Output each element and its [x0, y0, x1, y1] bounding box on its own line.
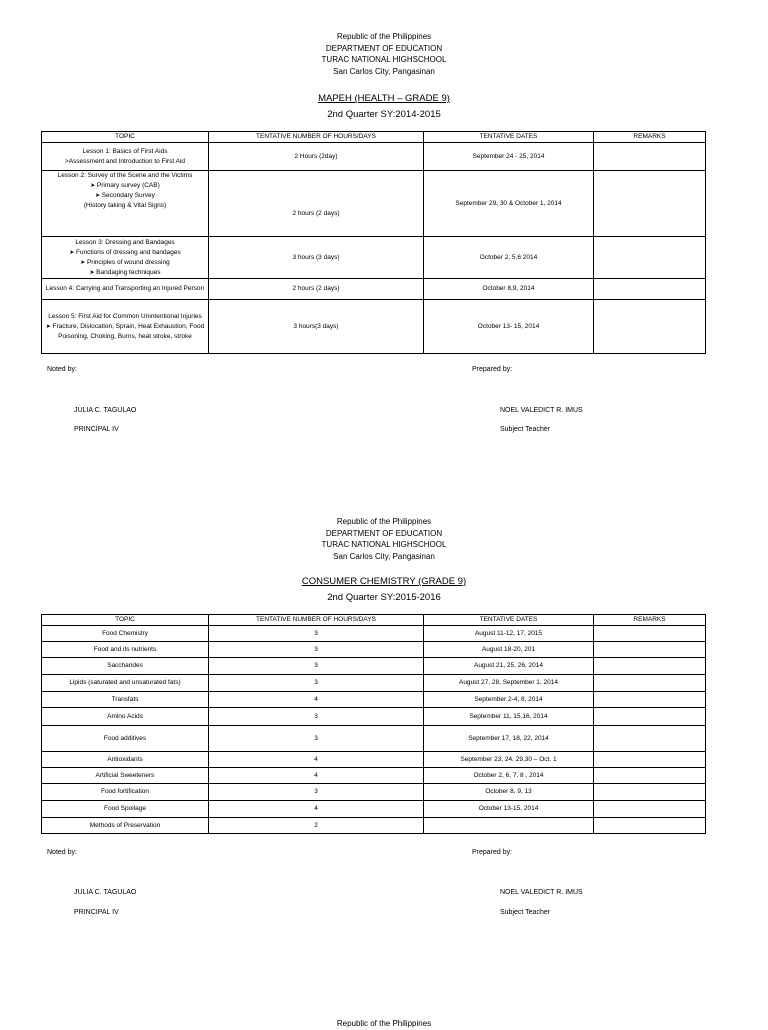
- remarks-cell: [594, 658, 706, 675]
- remarks-cell: [594, 237, 706, 279]
- topic-cell: Transfats: [42, 692, 209, 708]
- col-topic: TOPIC: [42, 615, 209, 626]
- mapeh-schedule-table: [41, 131, 706, 354]
- hours-cell: 2: [209, 818, 424, 834]
- dates-cell: August 11-12, 17, 2015: [424, 626, 594, 642]
- table-row: [42, 675, 706, 692]
- dates-cell: September 24 - 25, 2014: [424, 143, 594, 171]
- remarks-cell: [594, 642, 706, 658]
- table-row: [42, 752, 706, 768]
- col-dates: TENTATIVE DATES: [424, 615, 594, 626]
- dates-cell: August 18-20, 201: [424, 642, 594, 658]
- header-department: DEPARTMENT OF EDUCATION: [325, 43, 443, 53]
- dates-cell: October 13- 15, 2014: [424, 300, 594, 354]
- dates-cell: October 8, 9, 13: [424, 784, 594, 801]
- table-row: [42, 784, 706, 801]
- hours-cell: 3 hours (3 days): [209, 237, 424, 279]
- school-header-2: [0, 516, 768, 562]
- table-row: [42, 801, 706, 818]
- remarks-cell: [594, 279, 706, 300]
- header-school: TURAC NATIONAL HIGHSCHOOL: [321, 55, 447, 64]
- remarks-cell: [594, 692, 706, 708]
- hours-cell: 4: [209, 752, 424, 768]
- topic-cell: Food fortification: [42, 784, 209, 801]
- remarks-cell: [594, 300, 706, 354]
- topic-cell: Antioxidants: [42, 752, 209, 768]
- table-row: [42, 171, 706, 237]
- hours-cell: 3: [209, 726, 424, 752]
- topic-cell: Methods of Preservation: [42, 818, 209, 834]
- header-city: San Carlos City, Pangasinan: [333, 551, 435, 561]
- doc1-title-block: [0, 93, 768, 121]
- teacher-name: NOEL VALEDICT R. IMUS: [500, 889, 583, 896]
- col-remarks: REMARKS: [594, 132, 706, 143]
- remarks-cell: [594, 726, 706, 752]
- dates-cell: October 2, 5,6 2014: [424, 237, 594, 279]
- table-row: [42, 692, 706, 708]
- table-header-row: [42, 132, 706, 143]
- hours-cell: 4: [209, 801, 424, 818]
- col-hours: TENTATIVE NUMBER OF HOURS/DAYS: [209, 615, 424, 626]
- school-header-1: [0, 31, 768, 77]
- prepared-by-label: Prepared by:: [472, 849, 513, 856]
- hours-cell: 3: [209, 708, 424, 726]
- principal-name: JULIA C. TAGULAO: [74, 889, 137, 896]
- dates-cell: September 29, 30 & October 1, 2014: [424, 171, 594, 237]
- header-republic: Republic of the Philippines: [336, 517, 432, 526]
- remarks-cell: [594, 626, 706, 642]
- remarks-cell: [594, 143, 706, 171]
- doc2-title: CONSUMER CHEMISTRY (GRADE 9): [301, 576, 467, 587]
- topic-cell: Food additives: [42, 726, 209, 752]
- doc2-title-block: [0, 576, 768, 604]
- header-republic: Republic of the Philippines: [336, 32, 432, 41]
- topic-cell: Lesson 2: Survey of the Scene and the Victims ➤ Primary survey (CAB) ➤ Secondary Survey (History taking & Vital Signs): [42, 171, 209, 237]
- dates-cell: August 21, 25, 26, 2014: [424, 658, 594, 675]
- doc1-title: MAPEH (HEALTH – GRADE 9): [318, 93, 450, 104]
- remarks-cell: [594, 752, 706, 768]
- remarks-cell: [594, 784, 706, 801]
- doc1-subtitle: 2nd Quarter SY:2014-2015: [327, 109, 441, 120]
- col-remarks: REMARKS: [594, 615, 706, 626]
- teacher-title: Subject Teacher: [500, 909, 551, 916]
- table-row: [42, 726, 706, 752]
- remarks-cell: [594, 801, 706, 818]
- footer-partial-header: Republic of the Philippines: [336, 1019, 432, 1028]
- remarks-cell: [594, 768, 706, 784]
- doc2-subtitle: 2nd Quarter SY:2015-2016: [327, 592, 441, 603]
- hours-cell: 3: [209, 626, 424, 642]
- table-row: [42, 818, 706, 834]
- topic-cell: Food Spoilage: [42, 801, 209, 818]
- teacher-title: Subject Teacher: [500, 426, 551, 433]
- col-dates: TENTATIVE DATES: [424, 132, 594, 143]
- table-row: [42, 300, 706, 354]
- table-row: [42, 143, 706, 171]
- hours-cell: 4: [209, 768, 424, 784]
- header-city: San Carlos City, Pangasinan: [333, 66, 435, 76]
- hours-cell: 3 hours(3 days): [209, 300, 424, 354]
- topic-cell: Lesson 5: First Aid for Common Unintentional Injuries ➤ Fracture, Dislocation, Sprain, Heat Exhaustion, Food Poisoning, Choking, Burns, heat stroke, stroke: [42, 300, 209, 354]
- dates-cell: September 23, 24, 29,30 – Oct. 1: [424, 752, 594, 768]
- prepared-by-label: Prepared by:: [472, 366, 513, 373]
- table-row: [42, 279, 706, 300]
- principal-name: JULIA C. TAGULAO: [74, 407, 137, 414]
- principal-title: PRINCIPAL IV: [74, 909, 119, 916]
- principal-title: PRINCIPAL IV: [74, 426, 119, 433]
- table-row: [42, 768, 706, 784]
- dates-cell: October 2, 6, 7, 8 , 2014: [424, 768, 594, 784]
- topic-cell: Food and its nutrients: [42, 642, 209, 658]
- table-row: [42, 237, 706, 279]
- topic-cell: Lesson 3: Dressing and Bandages ➤ Functions of dressing and bandages ➤ Principles of wound dressing ➤ Bandaging techniques: [42, 237, 209, 279]
- table-row: [42, 642, 706, 658]
- topic-cell: Artificial Sweeteners: [42, 768, 209, 784]
- dates-cell: October 13-15, 2014: [424, 801, 594, 818]
- chemistry-schedule-table: [41, 614, 706, 834]
- dates-cell: August 27, 28, September 1, 2014: [424, 675, 594, 692]
- table-row: [42, 708, 706, 726]
- hours-cell: 2 Hours (2day): [209, 143, 424, 171]
- chemistry-table-body: [42, 626, 706, 834]
- col-hours: TENTATIVE NUMBER OF HOURS/DAYS: [209, 132, 424, 143]
- col-topic: TOPIC: [42, 132, 209, 143]
- header-department: DEPARTMENT OF EDUCATION: [325, 528, 443, 538]
- dates-cell: September 2-4, 8, 2014: [424, 692, 594, 708]
- hours-cell: 3: [209, 784, 424, 801]
- hours-cell: 3: [209, 658, 424, 675]
- dates-cell: October 8,9, 2014: [424, 279, 594, 300]
- remarks-cell: [594, 818, 706, 834]
- dates-cell: [424, 818, 594, 834]
- topic-cell: Lesson 4: Carrying and Transporting an Injured Person: [42, 279, 209, 300]
- noted-by-label: Noted by:: [47, 366, 77, 373]
- dates-cell: September 17, 18, 22, 2014: [424, 726, 594, 752]
- hours-cell: 3: [209, 642, 424, 658]
- hours-cell: 4: [209, 692, 424, 708]
- dates-cell: September 11, 15,16, 2014: [424, 708, 594, 726]
- remarks-cell: [594, 708, 706, 726]
- table-row: [42, 626, 706, 642]
- topic-cell: Amino Acids: [42, 708, 209, 726]
- table-row: [42, 658, 706, 675]
- remarks-cell: [594, 171, 706, 237]
- topic-cell: Lipids (saturated and unsaturated fats): [42, 675, 209, 692]
- topic-cell: Food Chemistry: [42, 626, 209, 642]
- hours-cell: 2 hours (2 days): [209, 171, 424, 237]
- teacher-name: NOEL VALEDICT R. IMUS: [500, 407, 583, 414]
- table-header-row: [42, 615, 706, 626]
- noted-by-label: Noted by:: [47, 849, 77, 856]
- remarks-cell: [594, 675, 706, 692]
- topic-cell: Lesson 1: Basics of First Aids >Assessment and Introduction to First Aid: [42, 143, 209, 171]
- hours-cell: 2 hours (2 days): [209, 279, 424, 300]
- hours-cell: 3: [209, 675, 424, 692]
- topic-cell: Saccharides: [42, 658, 209, 675]
- header-school: TURAC NATIONAL HIGHSCHOOL: [321, 540, 447, 549]
